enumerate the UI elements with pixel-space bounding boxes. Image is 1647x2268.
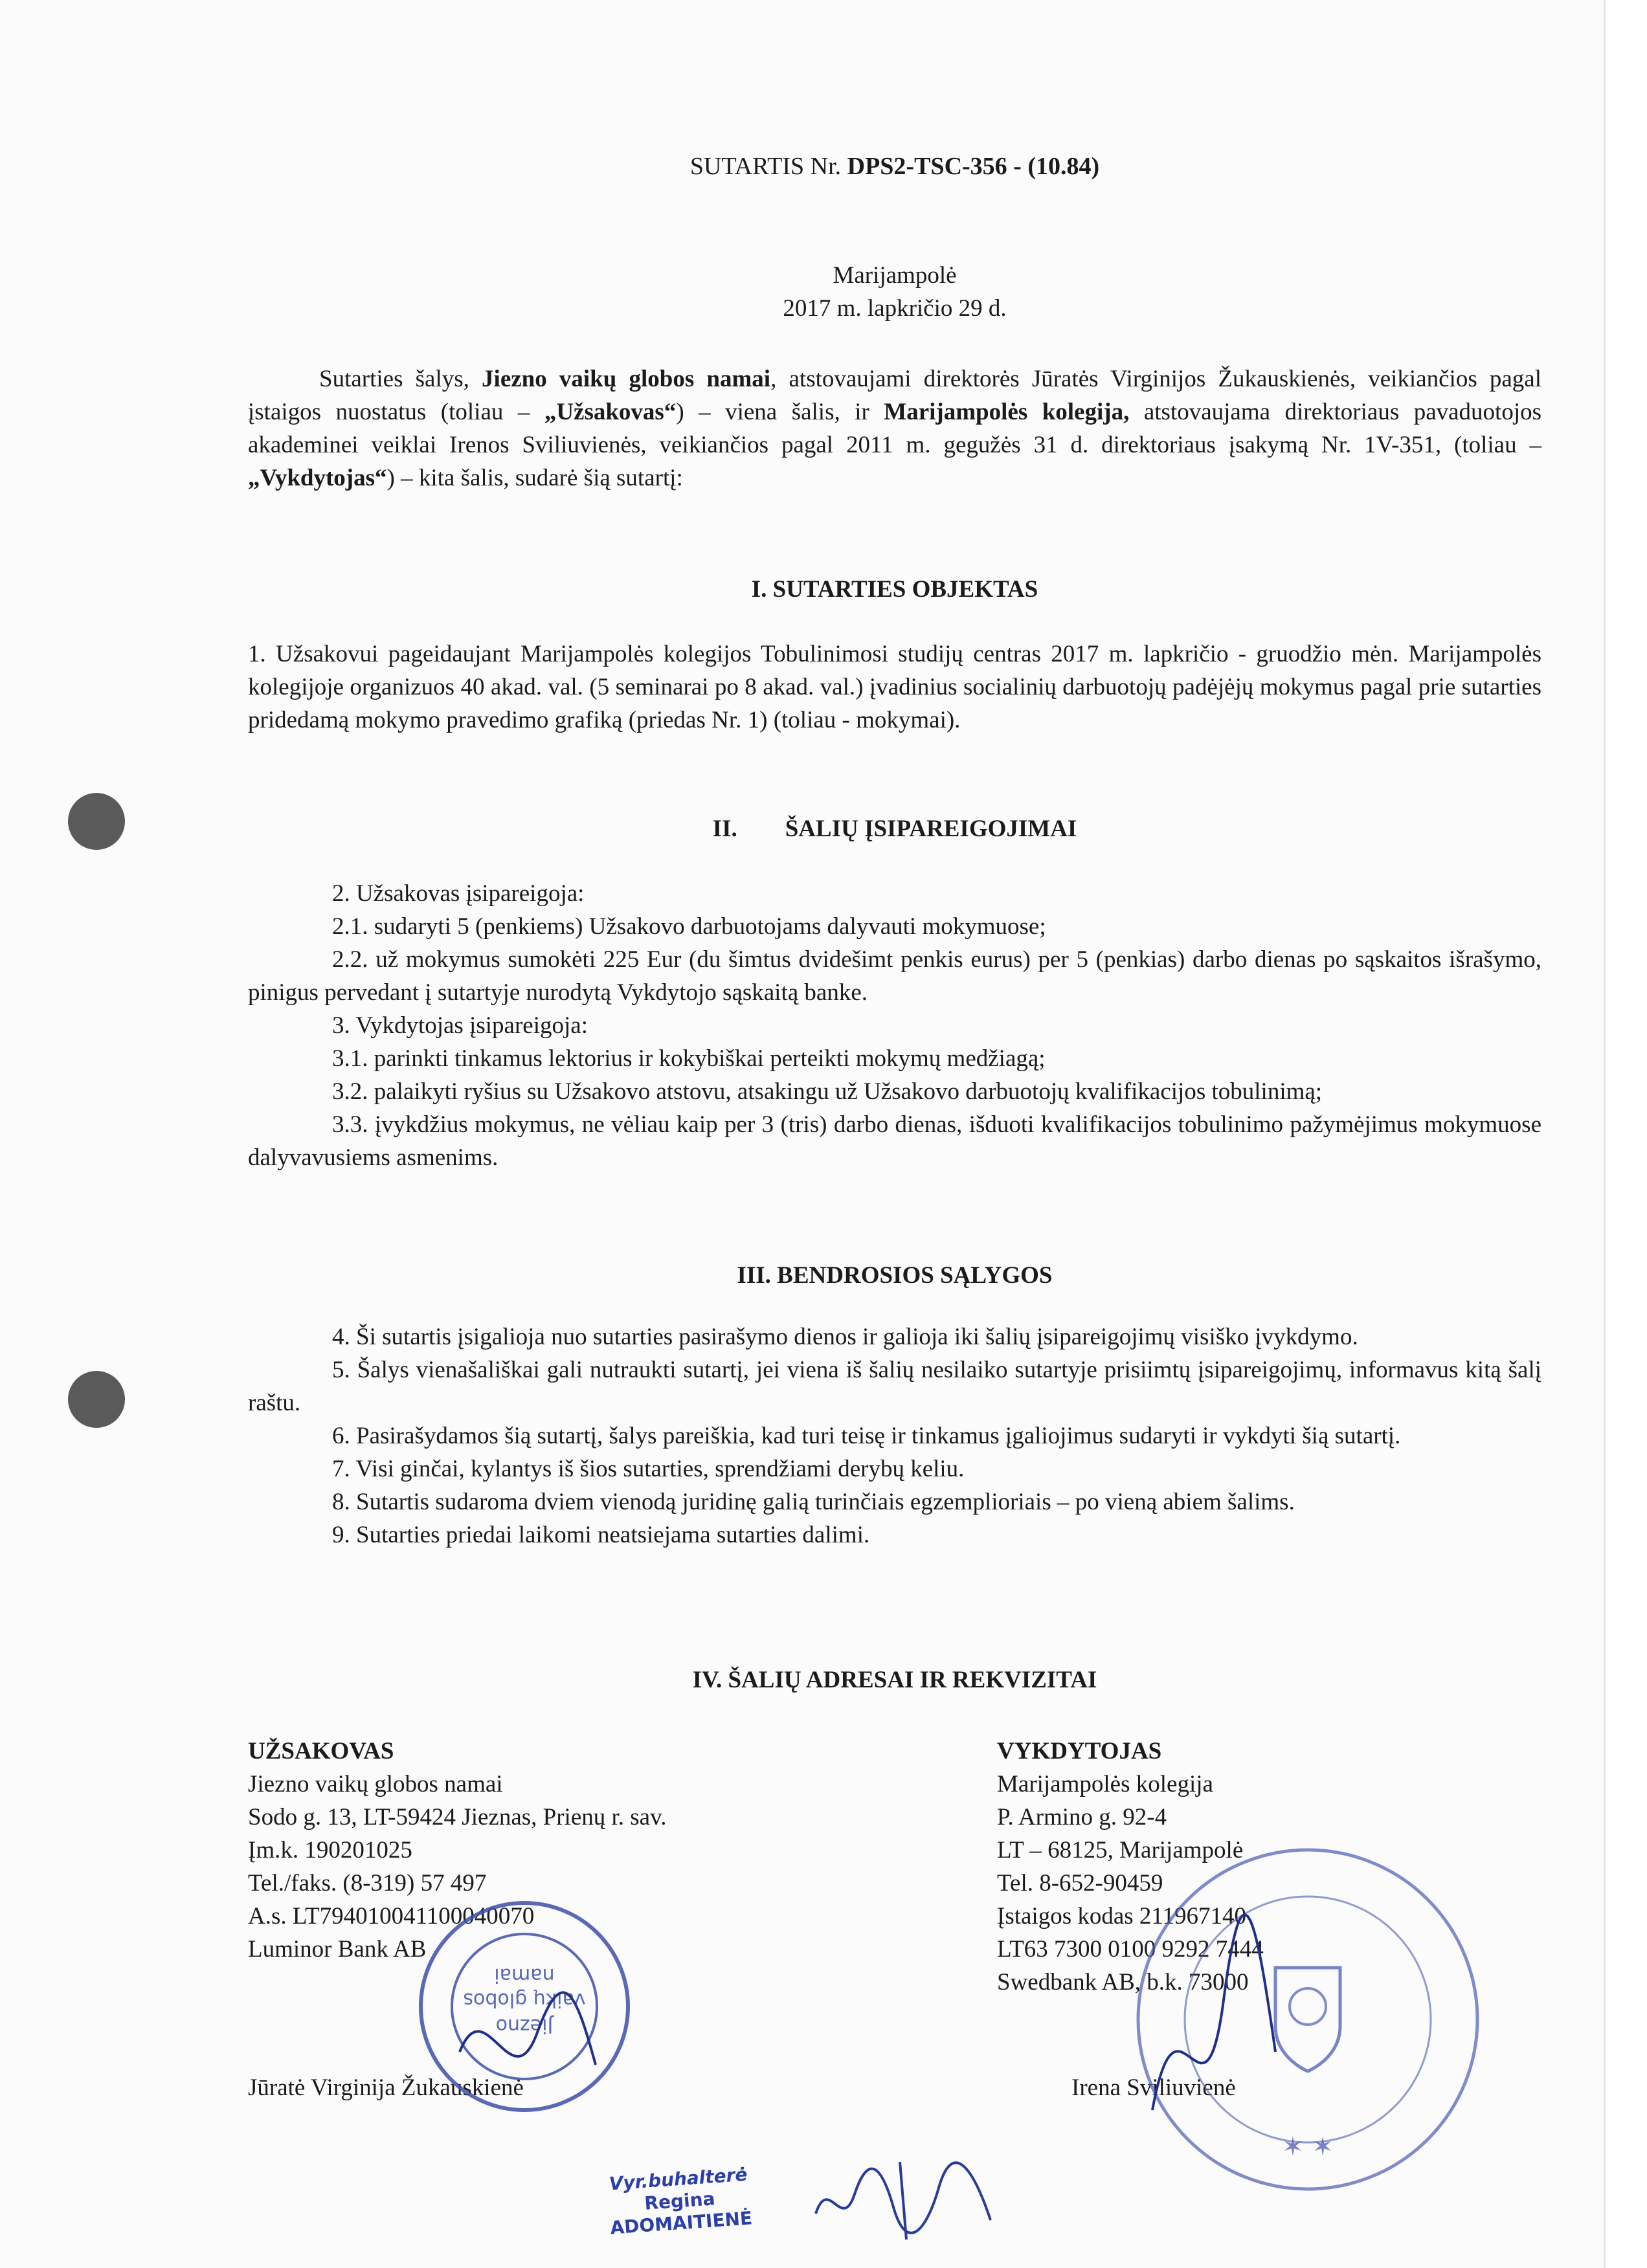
clause: 7. Visi ginčai, kylantys iš šios sutarties, sprendžiami derybų keliu. [332, 1456, 965, 1482]
customer-line: Tel./faks. (8-319) 57 497 [248, 1870, 487, 1896]
clause: 2.2. už mokymus sumokėti 225 Eur (du šimtus dvidešimt penkis eurus) per 5 (penkias) darbo dienas po sąskaitos išrašymo, pinigus pervedant į sutartyje nurodytą Vykdytojo sąskaitą banke. [248, 946, 1541, 1006]
contractor-line: LT – 68125, Marijampolė [997, 1837, 1244, 1863]
punch-hole-bottom [68, 1371, 125, 1428]
svg-text:✶ ✶: ✶ ✶ [1282, 2132, 1334, 2162]
section-3-heading: III. BENDROSIOS SĄLYGOS [737, 1262, 1053, 1289]
party-contractor-name: Marijampolės kolegija, [884, 399, 1130, 425]
accountant-last-name: ADOMAITIENĖ [609, 2207, 754, 2239]
section-1-heading: I. SUTARTIES OBJEKTAS [751, 576, 1038, 603]
scan-edge [1604, 0, 1647, 2268]
clause: 2.1. sudaryti 5 (penkiems) Užsakovo darbuotojams dalyvauti mokymuose; [332, 913, 1046, 940]
section-2-body [248, 877, 1541, 1174]
customer-seal-stamp [414, 1896, 634, 2117]
contract-intro: Sutarties šalys, Jiezno vaikų globos namai, atstovaujami direktorės Jūratės Virginijos Žukauskienės, veikiančios pagal įstaigos nuostatus (toliau – „Užsakovas“) – viena šalis, ir Marijampolės kolegija, atstovaujama direktoriaus pavaduotojos akademinei veiklai Irenos Sviliuvienės, veikiančios pagal 2011 m. gegužės 31 d. direktoriaus įsakymą Nr. 1V-351, (toliau – „Vykdytojas“) – kita šalis, sudarė šią sutartį: [248, 366, 1541, 491]
contract-number: DPS2-TSC-356 - (10.84) [847, 153, 1100, 180]
contractor-label: VYKDYTOJAS [997, 1738, 1162, 1764]
customer-line: Luminor Bank AB [248, 1936, 427, 1962]
clause: 6. Pasirašydamos šią sutartį, šalys pareiškia, kad turi teisę ir tinkamus įgaliojimus sudaryti ir vykdyti šią sutartį. [332, 1423, 1401, 1449]
clause: 5. Šalys vienašališkai gali nutraukti sutartį, jei viena iš šalių nesilaiko sutartyje prisiimtų įsipareigojimų, informavus kitą šalį raštu. [248, 1357, 1541, 1416]
svg-text:Jiezno: Jiezno [495, 2014, 554, 2037]
accountant-signature [803, 2136, 1010, 2252]
clause: 8. Sutartis sudaroma dviem vienodą juridinę galią turinčiais egzemplioriais – po vieną abiem šalims. [332, 1489, 1295, 1515]
accountant-role: Vyr.buhalterė [608, 2163, 748, 2195]
clause: 3.1. parinkti tinkamus lektorius ir kokybiškai perteikti mokymų medžiagą; [332, 1045, 1046, 1072]
clause: 3. Vykdytojas įsipareigoja: [332, 1012, 588, 1039]
customer-signatory: Jūratė Virginija Žukauskienė [248, 2074, 524, 2101]
contractor-seal-stamp [1126, 1838, 1489, 2201]
contractor-line: Įstaigos kodas 211967140 [997, 1903, 1247, 1929]
customer-alias: „Užsakovas“ [544, 399, 677, 425]
contractor-line: Swedbank AB, b.k. 73000 [997, 1969, 1249, 1996]
contractor-line: Tel. 8-652-90459 [997, 1870, 1163, 1896]
clause: 9. Sutarties priedai laikomi neatsiejama sutarties dalimi. [332, 1522, 870, 1548]
accountant-first-name: Regina [644, 2188, 716, 2214]
customer-line: Jiezno vaikų globos namai [248, 1771, 503, 1797]
svg-text:vaikų globos: vaikų globos [463, 1988, 586, 2011]
contract-date: 2017 m. lapkričio 29 d. [783, 295, 1007, 322]
contractor-line: LT63 7300 0100 9292 7444 [997, 1936, 1264, 1962]
section-4-heading: IV. ŠALIŲ ADRESAI IR REKVIZITAI [692, 1667, 1097, 1693]
clause-1: 1. Užsakovui pageidaujant Marijampolės kolegijos Tobulinimosi studijų centras 2017 m. lapkričio - gruodžio mėn. Marijampolės kolegijoje organizuos 40 akad. val. (5 seminarai po 8 akad. val.) įvadinius socialinių darbuotojų padėjėjų mokymus pagal prie sutarties pridedamą mokymo pravedimo grafiką (priedas Nr. 1) (toliau - mokymai). [248, 641, 1541, 733]
customer-line: Sodo g. 13, LT-59424 Jieznas, Prienų r. sav. [248, 1804, 667, 1830]
clause: 3.3. įvykdžius mokymus, ne vėliau kaip per 3 (tris) darbo dienas, išduoti kvalifikacijos tobulinimo pažymėjimus mokymuose dalyvavusiems asmenims. [248, 1111, 1541, 1171]
clause: 2. Užsakovas įsipareigoja: [332, 880, 585, 907]
clause: 3.2. palaikyti ryšius su Užsakovo atstovu, atsakingu už Užsakovo darbuotojų kvalifikacijos tobulinimą; [332, 1078, 1323, 1105]
contractor-line: P. Armino g. 92-4 [997, 1804, 1167, 1830]
contractor-signatory: Irena Sviliuvienė [1071, 2074, 1236, 2101]
party-customer-name: Jiezno vaikų globos namai [482, 366, 771, 392]
svg-text:namai: namai [494, 1964, 555, 1986]
clause: 4. Ši sutartis įsigalioja nuo sutarties pasirašymo dienos ir galioja iki šalių įsipareigojimų visiško įvykdymo. [332, 1324, 1358, 1350]
contractor-alias: „Vykdytojas“ [248, 465, 387, 491]
customer-line: Įm.k. 190201025 [248, 1837, 412, 1863]
contractor-line: Marijampolės kolegija [997, 1771, 1213, 1797]
contract-place: Marijampolė [833, 262, 957, 289]
customer-line: A.s. LT794010041100040070 [248, 1903, 535, 1929]
section-3-body [248, 1320, 1541, 1551]
section-1-body [248, 638, 1541, 737]
contract-title: SUTARTIS Nr. DPS2-TSC-356 - (10.84) [689, 153, 1100, 180]
punch-hole-top [68, 793, 125, 850]
customer-label: UŽSAKOVAS [248, 1738, 394, 1764]
accountant-stamp [607, 2163, 753, 2239]
section-2-heading: II. ŠALIŲ ĮSIPAREIGOJIMAI [712, 816, 1077, 842]
